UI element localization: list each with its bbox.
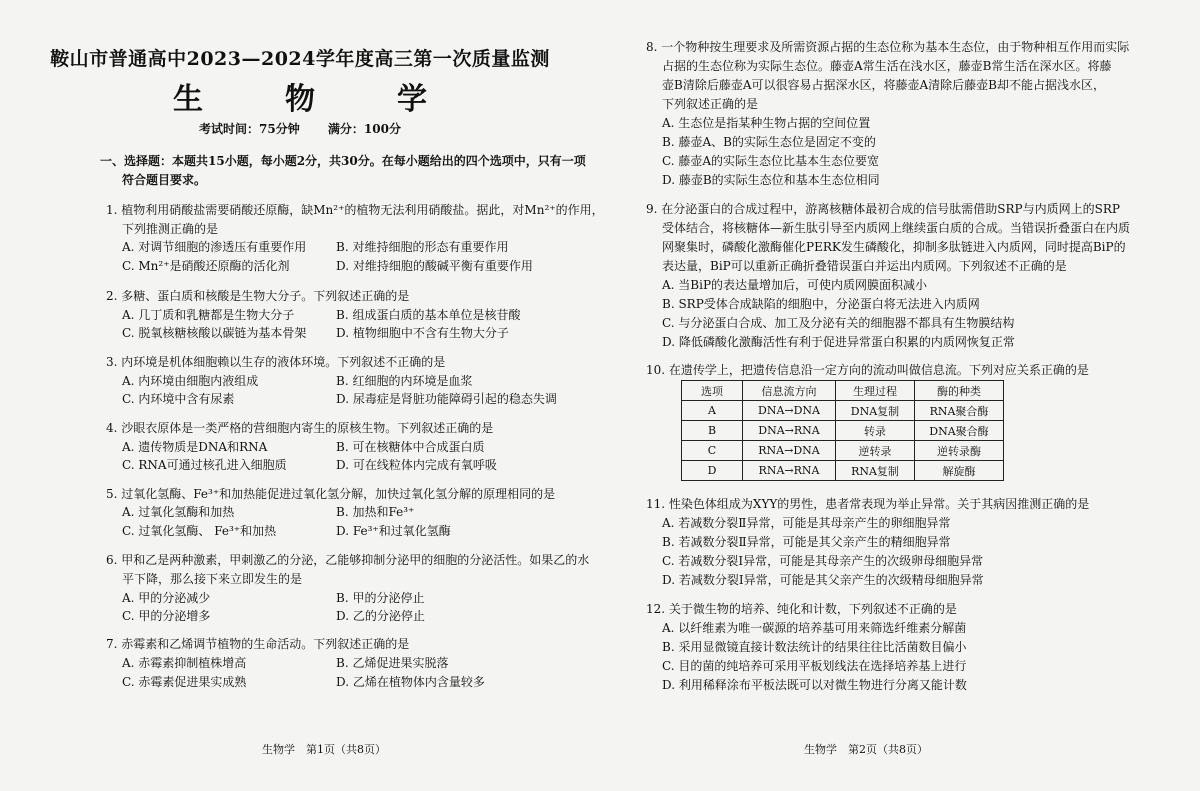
table-header-cell: 信息流方向 [743, 381, 836, 401]
table-cell: DNA聚合酶 [915, 421, 1004, 441]
info-flow-table [681, 380, 1004, 481]
table-cell: DNA复制 [836, 401, 915, 421]
q8-option-d: D. 藤壶B的实际生态位和基本生态位相同 [662, 173, 880, 187]
table-cell: RNA→DNA [743, 441, 836, 461]
table-row [682, 461, 1004, 481]
q6-option-a: A. 甲的分泌减少 [122, 591, 211, 605]
question-2: 2. 多糖、蛋白质和核酸是生物大分子。下列叙述正确的是 [106, 289, 410, 303]
q4-option-d: D. 可在线粒体内完成有氧呼吸 [336, 458, 497, 472]
question-6: 6. 甲和乙是两种激素，甲刺激乙的分泌，乙能够抑制分泌甲的细胞的分泌活性。如果乙的水 [106, 553, 590, 567]
exam-time: 考试时间：75分钟 [199, 122, 300, 136]
table-header-row [682, 381, 1004, 401]
table-cell: B [682, 421, 743, 441]
table-header-cell: 生理过程 [836, 381, 915, 401]
table-cell: C [682, 441, 743, 461]
table-cell: RNA聚合酶 [915, 401, 1004, 421]
q9-option-d: D. 降低磷酸化激酶活性有利于促进异常蛋白积累的内质网恢复正常 [662, 335, 1015, 349]
table-header-cell: 选项 [682, 381, 743, 401]
q2-option-d: D. 植物细胞中不含有生物大分子 [336, 326, 509, 340]
q12-option-a: A. 以纤维素为唯一碳源的培养基可用来筛选纤维素分解菌 [662, 621, 967, 635]
q3-option-c: C. 内环境中含有尿素 [122, 392, 235, 406]
q8-option-a: A. 生态位是指某种生物占据的空间位置 [662, 116, 871, 130]
question-8: 8. 一个物种按生理要求及所需资源占据的生态位称为基本生态位，由于物种相互作用而实际 [646, 40, 1130, 54]
q1-option-a: A. 对调节细胞的渗透压有重要作用 [122, 240, 307, 254]
q9-option-b: B. SRP受体合成缺陷的细胞中，分泌蛋白将无法进入内质网 [662, 297, 980, 311]
q11-option-a: A. 若减数分裂Ⅱ异常，可能是其母亲产生的卵细胞异常 [662, 516, 951, 530]
section-heading: 一、选择题：本题共15小题，每小题2分，共30分。在每小题给出的四个选项中，只有一项 [100, 154, 586, 168]
table-cell: DNA→DNA [743, 401, 836, 421]
table-cell: D [682, 461, 743, 481]
question-5: 5. 过氧化氢酶、Fe³⁺和加热能促进过氧化氢分解，加快过氧化氢分解的原理相同的是 [106, 487, 556, 501]
exam-info [0, 120, 600, 137]
q7-option-d: D. 乙烯在植物体内含量较多 [336, 675, 485, 689]
q2-option-b: B. 组成蛋白质的基本单位是核苷酸 [336, 308, 521, 322]
q1-option-b: B. 对维持细胞的形态有重要作用 [336, 240, 509, 254]
question-7: 7. 赤霉素和乙烯调节植物的生命活动。下列叙述正确的是 [106, 637, 410, 651]
page-footer-left: 生物学 第1页（共8页） [262, 743, 386, 756]
question-9-cont-3: 表达量，BiP可以重新正确折叠错误蛋白并运出内质网。下列叙述不正确的是 [662, 259, 1067, 273]
q2-option-a: A. 几丁质和乳糖都是生物大分子 [122, 308, 295, 322]
question-6-cont: 平下降，那么接下来立即发生的是 [122, 572, 303, 586]
question-1-cont: 下列推测正确的是 [122, 222, 219, 236]
table-cell: A [682, 401, 743, 421]
q6-option-d: D. 乙的分泌停止 [336, 609, 425, 623]
q11-option-b: B. 若减数分裂Ⅱ异常，可能是其父亲产生的精细胞异常 [662, 535, 951, 549]
exam-score: 满分：100分 [327, 122, 401, 136]
question-11: 11. 性染色体组成为XYY的男性，患者常表现为举止异常。关于其病因推测正确的是 [646, 497, 1090, 511]
table-row [682, 441, 1004, 461]
q6-option-c: C. 甲的分泌增多 [122, 609, 211, 623]
question-9-cont-1: 受体结合，将核糖体—新生肽引导至内质网上继续蛋白质的合成。当错误折叠蛋白在内质 [662, 221, 1131, 235]
q7-option-b: B. 乙烯促进果实脱落 [336, 656, 449, 670]
q11-option-c: C. 若减数分裂Ⅰ异常，可能是其母亲产生的次级卵母细胞异常 [662, 554, 984, 568]
q3-option-b: B. 红细胞的内环境是血浆 [336, 374, 473, 388]
q12-option-c: C. 目的菌的纯培养可采用平板划线法在选择培养基上进行 [662, 659, 967, 673]
q3-option-a: A. 内环境由细胞内液组成 [122, 374, 259, 388]
question-8-cont-2: 壶B清除后藤壶A可以很容易占据深水区，将藤壶A清除后藤壶B却不能占据浅水区， [662, 78, 1105, 92]
table-cell: RNA复制 [836, 461, 915, 481]
q7-option-a: A. 赤霉素抑制植株增高 [122, 656, 247, 670]
table-header-cell: 酶的种类 [915, 381, 1004, 401]
q9-option-a: A. 当BiP的表达量增加后，可使内质网膜面积减小 [662, 278, 928, 292]
q1-option-d: D. 对维持细胞的酸碱平衡有重要作用 [336, 259, 533, 273]
q4-option-a: A. 遗传物质是DNA和RNA [122, 440, 268, 454]
question-9-cont-2: 网聚集时，磷酸化激酶催化PERK发生磷酸化，抑制多肽链进入内质网，同时提高BiP的 [662, 240, 1126, 254]
q9-option-c: C. 与分泌蛋白合成、加工及分泌有关的细胞器不都具有生物膜结构 [662, 316, 1015, 330]
table-cell: DNA→RNA [743, 421, 836, 441]
page-footer-right: 生物学 第2页（共8页） [804, 743, 928, 756]
question-12: 12. 关于微生物的培养、纯化和计数，下列叙述不正确的是 [646, 602, 957, 616]
q4-option-c: C. RNA可通过核孔进入细胞质 [122, 458, 287, 472]
table-cell: 逆转录酶 [915, 441, 1004, 461]
q6-option-b: B. 甲的分泌停止 [336, 591, 425, 605]
q5-option-c: C. 过氧化氢酶、 Fe³⁺和加热 [122, 524, 277, 538]
q4-option-b: B. 可在核糖体中合成蛋白质 [336, 440, 485, 454]
question-8-cont-1: 占据的生态位称为实际生态位。藤壶A常生活在浅水区，藤壶B常生活在深水区。将藤 [662, 59, 1112, 73]
q8-option-b: B. 藤壶A、B的实际生态位是固定不变的 [662, 135, 876, 149]
q8-option-c: C. 藤壶A的实际生态位比基本生态位要宽 [662, 154, 880, 168]
q3-option-d: D. 尿毒症是肾脏功能障碍引起的稳态失调 [336, 392, 557, 406]
question-8-cont-3: 下列叙述正确的是 [662, 97, 759, 111]
q12-option-b: B. 采用显微镜直接计数法统计的结果往往比活菌数目偏小 [662, 640, 967, 654]
subject-title: 生 物 学 [173, 82, 453, 117]
q5-option-b: B. 加热和Fe³⁺ [336, 505, 415, 519]
q1-option-c: C. Mn²⁺是硝酸还原酶的活化剂 [122, 259, 290, 273]
section-heading-cont: 符合题目要求。 [122, 173, 207, 187]
table-cell: 逆转录 [836, 441, 915, 461]
question-4: 4. 沙眼衣原体是一类严格的营细胞内寄生的原核生物。下列叙述正确的是 [106, 421, 494, 435]
q5-option-a: A. 过氧化氢酶和加热 [122, 505, 235, 519]
q12-option-d: D. 利用稀释涂布平板法既可以对微生物进行分离又能计数 [662, 678, 967, 692]
question-9: 9. 在分泌蛋白的合成过程中，游离核糖体最初合成的信号肽需借助SRP与内质网上的SRP [646, 202, 1120, 216]
q11-option-d: D. 若减数分裂Ⅰ异常，可能是其父亲产生的次级精母细胞异常 [662, 573, 984, 587]
table-row [682, 421, 1004, 441]
question-3: 3. 内环境是机体细胞赖以生存的液体环境。下列叙述不正确的是 [106, 355, 446, 369]
q7-option-c: C. 赤霉素促进果实成熟 [122, 675, 247, 689]
q5-option-d: D. Fe³⁺和过氧化氢酶 [336, 524, 451, 538]
table-cell: 解旋酶 [915, 461, 1004, 481]
exam-title: 鞍山市普通高中2023—2024学年度高三第一次质量监测 [50, 48, 550, 70]
table-row [682, 401, 1004, 421]
table-cell: RNA→RNA [743, 461, 836, 481]
table-cell: 转录 [836, 421, 915, 441]
question-1: 1. 植物利用硝酸盐需要硝酸还原酶，缺Mn²⁺的植物无法利用硝酸盐。据此，对Mn²⁺的作用， [106, 203, 604, 217]
q2-option-c: C. 脱氧核糖核酸以碳链为基本骨架 [122, 326, 307, 340]
question-10: 10. 在遗传学上，把遗传信息沿一定方向的流动叫做信息流。下列对应关系正确的是 [646, 363, 1089, 377]
